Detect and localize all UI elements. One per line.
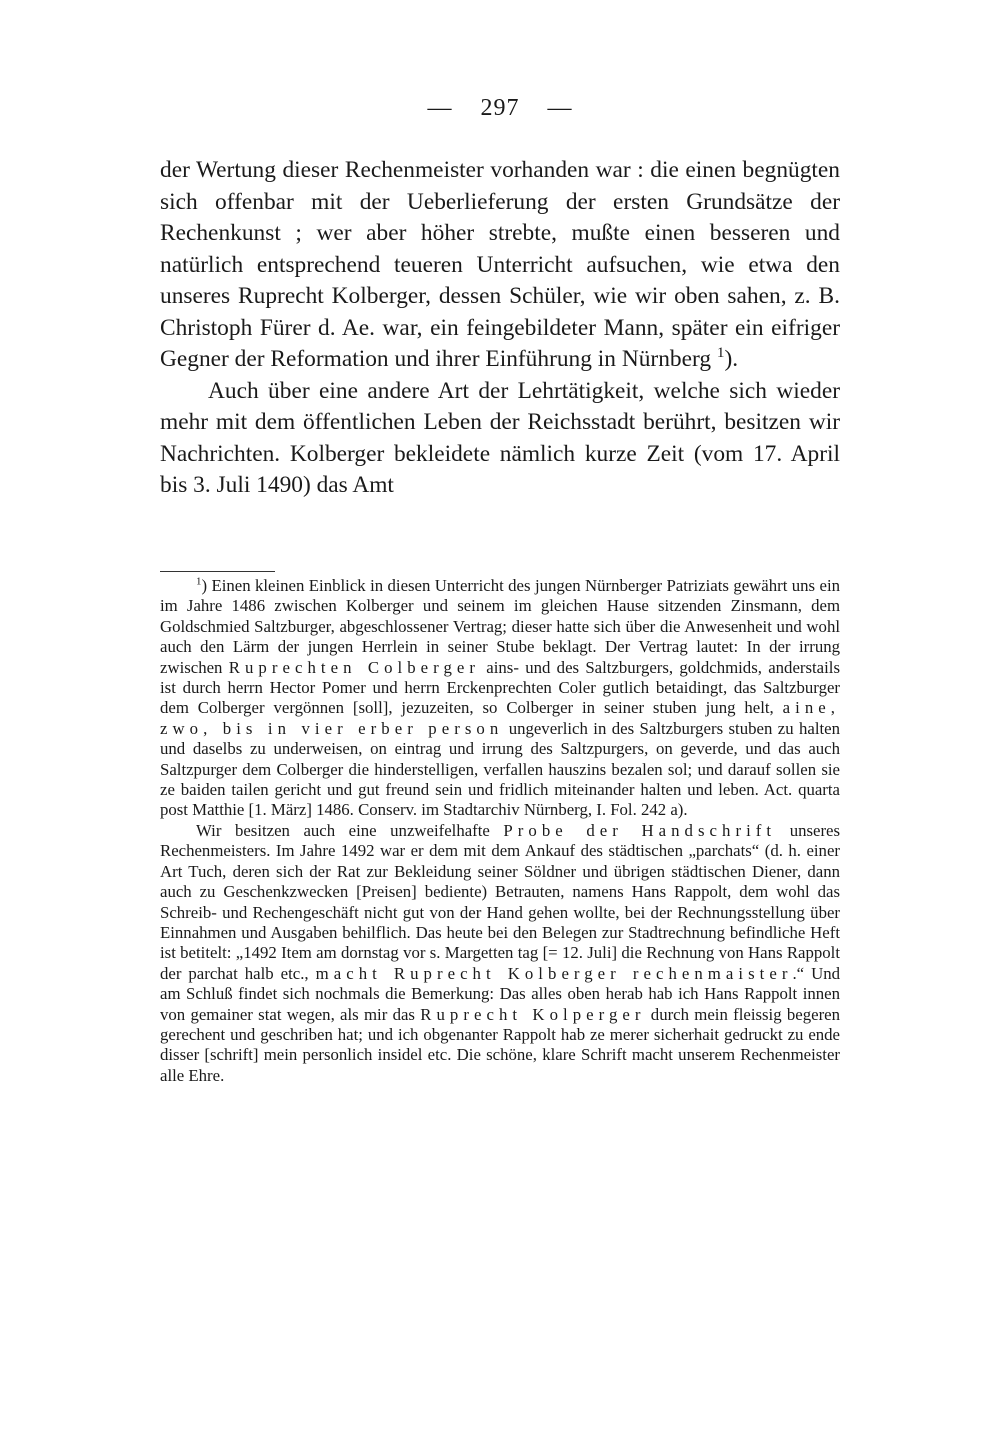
- footnote-2-text-b: unseres Rechenmeisters. Im Jahre 1492 war er dem mit dem Ankauf des städtischen „parchats“ (d. h. einer Art Tuch, deren sich der Rat zur Bekleidung seiner Söldner und übrigen städtischen Diener, dann auch zu Geschenkzwecken [Preisen] bediente) Betrauten, namens Hans Rappolt, dem wohl das Schreib- und Rechengeschäft nicht gut von der Hand gehen wollte, bei der Rechnungsstellung über Einnahmen und Ausgaben behilflich. Das heute bei den Belegen zur Stadtrechnung befindliche Heft ist betitelt: „1492 Item am dornstag vor s. Margetten tag [= 12. Juli] die Rechnung von Hans Rappolt der parchat halb etc.,: [160, 820, 841, 983]
- spaced-phrase-person: aine, zwo, bis in vier erber person: [160, 698, 840, 738]
- dash-left: —: [427, 95, 453, 121]
- paragraph-2: Auch über eine andere Art der Lehrtätigkeit, welche sich wieder mehr mit dem öffentlichen Leben der Reichsstadt berührt, besitzen wir Nachrichten. Kolberger bekleidete nämlich kurze Zeit (vom 17. April bis 3. Juli 1490) das Amt: [160, 377, 840, 498]
- footnote-marker: 1: [196, 575, 202, 588]
- spaced-name-kolperger: Ruprecht Kolperger: [420, 1004, 646, 1024]
- paragraph-1: [160, 155, 840, 376]
- footnote-2-text-d: durch mein fleissig begeren gerechent und geschriben hat; und ich obgenanter Rappolt hab ze merer sicherhait gedruckt zu ende disser [schrift] mein personlich insidel etc. Die schöne, klare Schrift macht unserem Rechenmeister alle Ehre.: [160, 1004, 841, 1085]
- spaced-phrase-rechenmaister: macht Ruprecht Kolberger rechenmaister: [315, 963, 793, 983]
- spaced-phrase-handschrift: Probe der Handschrift: [503, 820, 777, 840]
- page-number: 297: [480, 95, 520, 121]
- footnote-2: [160, 821, 840, 1086]
- footnote-rule: [160, 571, 275, 572]
- footnote-block: [160, 576, 840, 1086]
- footnote-1-text-b: ains- und des Saltzburgers, goldchmids, anderstails ist durch herrn Hector Pomer und herrn Erckenprechten Coler gutlich betaidingt, das Saltzburger dem Colberger vergönnen [soll], jezuzeiten, so Colberger in seiner stuben jung helt,: [160, 657, 840, 718]
- footnote-reference: 1: [716, 344, 725, 362]
- dash-right: —: [547, 95, 573, 121]
- footnote-1-text-a: ) Einen kleinen Einblick in diesen Unterricht des jungen Nürnberger Patriziats gewährt uns ein im Jahre 1486 zwischen Kolberger und seinem im gleichen Hause sitzenden Zinsmann, dem Goldschmied Saltzburger, abgeschlossener Vertrag; dieser hatte sich über die Anwesenheit und wohl auch den Lärm der jungen Herrlein in seiner Stube beklagt. Der Vertrag lautet: In der irrung zwischen: [160, 576, 840, 677]
- footnote-2-text-c: .“ Und am Schluß findet sich nochmals die Bemerkung: Das alles oben herab hab ich Hans Rappolt innen von gemainer stat wegen, als mir das: [160, 963, 841, 1024]
- paragraph-1-end: ).: [724, 346, 739, 372]
- main-text: [160, 155, 840, 502]
- footnote-2-text-a: Wir besitzen auch eine unzweifelhafte: [196, 820, 490, 840]
- spaced-name-ruprechten-colberger: Ruprechten Colberger: [228, 657, 480, 677]
- page-number-line: [0, 95, 1000, 122]
- footnote-1-text-c: ungeverlich in des Saltzburgers stuben zu halten und daselbs zu underweisen, on eintrag und irrung des Saltzpurgers, on geverde, und das auch Saltzpurger dem Colberger die hinderstelligen, verfallen hauszins bezalen sol; und darauf sollen sie ze baiden tailen gericht und gut freund sein und fridlich miteinander halten und leben. Act. quarta post Matthie [1. März] 1486. Conserv. im Stadtarchiv Nürnberg, I. Fol. 242 a).: [160, 718, 840, 820]
- footnote-1: [160, 576, 840, 821]
- paragraph-1-text: der Wertung dieser Rechenmeister vorhanden war : die einen begnügten sich offenbar mit der Ueberlieferung der ersten Grundsätze der Rechenkunst ; wer aber höher strebte, mußte einen besseren und natürlich entsprechend teueren Unterricht aufsuchen, wie etwa den unseres Ruprecht Kolberger, dessen Schüler, wie wir oben sahen, z. B. Christoph Fürer d. Ae. war, ein feingebildeter Mann, später ein eifriger Gegner der Reformation und ihrer Einführung in Nürnberg: [160, 157, 840, 372]
